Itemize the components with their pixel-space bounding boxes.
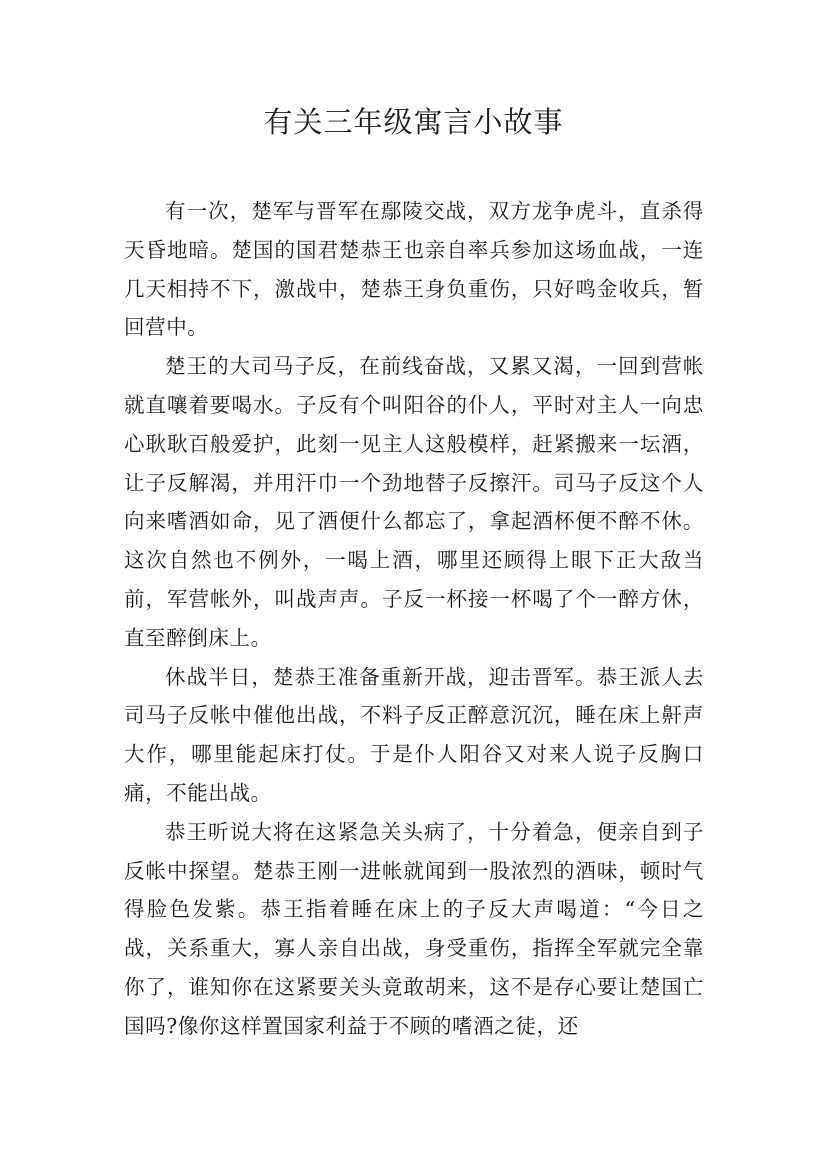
paragraph-3: 休战半日，楚恭王准备重新开战，迎击晋军。恭王派人去司马子反帐中催他出战，不料子反正醉意沉沉，睡在床上鼾声大作，哪里能起床打仗。于是仆人阳谷又对来人说子反胸口痛，不能出战。 (124, 664, 704, 805)
document-body (124, 192, 704, 1046)
paragraph-1: 有一次，楚军与晋军在鄢陵交战，双方龙争虎斗，直杀得天昏地暗。楚国的国君楚恭王也亲自率兵参加这场血战，一连几天相持不下，激战中，楚恭王身负重伤，只好鸣金收兵，暂回营中。 (124, 199, 704, 340)
paragraph-2: 楚王的大司马子反，在前线奋战，又累又渴，一回到营帐就直嚷着要喝水。子反有个叫阳谷的仆人，平时对主人一向忠心耿耿百般爱护，此刻一见主人这般模样，赶紧搬来一坛酒，让子反解渴，并用汗巾一个劲地替子反擦汗。司马子反这个人向来嗜酒如命，见了酒便什么都忘了，拿起酒杯便不醉不休。这次自然也不例外，一喝上酒，哪里还顾得上眼下正大敌当前，军营帐外，叫战声声。子反一杯接一杯喝了个一醉方休，直至醉倒床上。 (124, 354, 704, 650)
document-title: 有关三年级寓言小故事 (263, 105, 564, 139)
paragraph-4: 恭王听说大将在这紧急关头病了，十分着急，便亲自到子反帐中探望。楚恭王刚一进帐就闻到一股浓烈的酒味，顿时气得脸色发紫。恭王指着睡在床上的子反大声喝道：“今日之战，关系重大，寡人亲自出战，身受重伤，指挥全军就完全靠你了，谁知你在这紧要关头竟敢胡来，这不是存心要让楚国亡国吗?像你这样置国家利益于不顾的嗜酒之徒，还 (124, 819, 704, 1038)
